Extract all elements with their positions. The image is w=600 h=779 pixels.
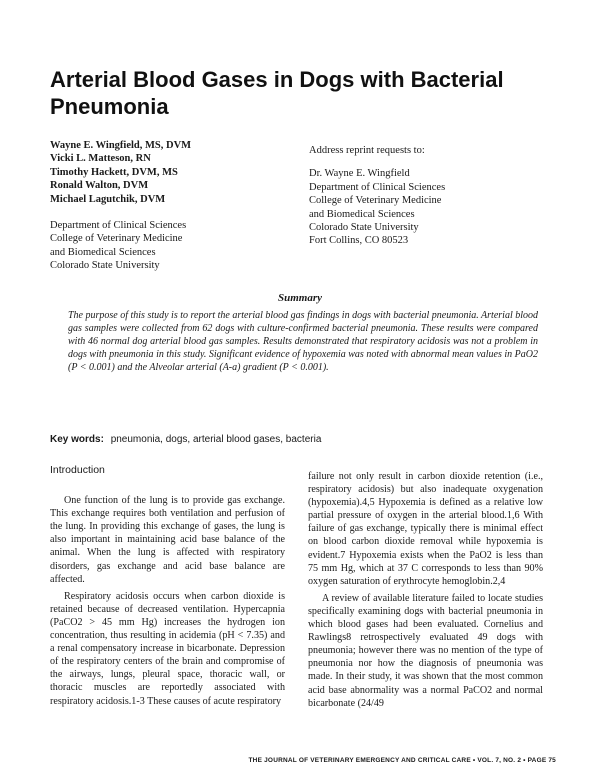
reprint-address bbox=[309, 144, 559, 248]
keywords-text: pneumonia, dogs, arterial blood gases, bacteria bbox=[110, 434, 322, 445]
body-column-left bbox=[50, 464, 285, 712]
author-name: Michael Lagutchik, DVM bbox=[50, 193, 166, 205]
reprint-title: Address reprint requests to: bbox=[309, 145, 425, 156]
affiliation-line: Colorado State University bbox=[50, 260, 160, 272]
article-title: Arterial Blood Gases in Dogs with Bacterial Pneumonia bbox=[50, 67, 504, 119]
reprint-line: and Biomedical Sciences bbox=[309, 208, 415, 220]
reprint-line: College of Veterinary Medicine bbox=[309, 195, 442, 207]
body-paragraph: One function of the lung is to provide gas exchange. This exchange requires both ventilation and perfusion of the lung. In providing this exchange of gases, the lung is also important in maintaining acid base balance of the animal. When the lung is affected with respiratory disorders, gas exchange and acid base balance are affected. bbox=[50, 495, 285, 585]
affiliation-line: College of Veterinary Medicine bbox=[50, 233, 183, 245]
author-name: Wayne E. Wingfield, MS, DVM bbox=[50, 140, 192, 151]
reprint-line: Dr. Wayne E. Wingfield bbox=[309, 168, 410, 180]
body-paragraph: failure not only result in carbon dioxide retention (i.e., respiratory acidosis) but also inadequate oxygenation (hypoxemia).4,5 Hypoxemia is defined as a relative low partial pressure of oxygen in the arterial blood.1,6 With failure of gas exchange, typically there is minimal effect on blood carbon dioxide removal while hypoxemia is evident.7 Hypoxemia exists when the PaO2 is less than 75 mm Hg, which at 37 C corresponds to less than 90% oxygen saturation of erythrocyte hemoglobin.2,4 bbox=[308, 471, 543, 587]
section-heading-introduction: Introduction bbox=[50, 464, 105, 476]
keywords bbox=[50, 434, 570, 445]
journal-footer: THE JOURNAL OF VETERINARY EMERGENCY AND CRITICAL CARE • VOL. 7, NO. 2 • PAGE 75 bbox=[248, 757, 556, 764]
reprint-line: Colorado State University bbox=[309, 222, 419, 234]
author-name: Vicki L. Matteson, RN bbox=[50, 153, 151, 165]
reprint-line: Fort Collins, CO 80523 bbox=[309, 235, 409, 247]
keywords-label: Key words: bbox=[50, 434, 104, 445]
author-name: Timothy Hackett, DVM, MS bbox=[50, 166, 178, 178]
summary-heading: Summary bbox=[277, 292, 322, 304]
summary-abstract: The purpose of this study is to report the arterial blood gas findings in dogs with bacterial pneumonia. Arterial blood gas samples were collected from 62 dogs with culture-confirmed bacterial pneumonia. These results were compared with 46 normal dog arterial blood gas samples. Results demonstrated that respiratory acidosis was not a problem in dogs with pneumonia in this study. Significant evidence of hypoxemia was noted with abnormal mean values in PaO2 (P < 0.001) and the Alveolar arterial (A-a) gradient (P < 0.001). bbox=[68, 310, 539, 373]
reprint-line: Department of Clinical Sciences bbox=[309, 181, 446, 193]
affiliation-line: and Biomedical Sciences bbox=[50, 246, 156, 258]
affiliation-line: Department of Clinical Sciences bbox=[50, 220, 187, 231]
author-list bbox=[50, 139, 280, 206]
body-paragraph: A review of available literature failed to locate studies specifically examining dogs with bacterial pneumonia in which blood gases had been evaluated. Cornelius and Rawlings8 retrospectively evaluated 49 dogs with pneumonia; however there was no mention of the type of pneumonia nor how the diagnosis of pneumonia was made. In their study, it was shown that the most common acid base abnormality was a normal PaCO2 and normal bicarbonate (24/49 bbox=[308, 592, 543, 709]
author-name: Ronald Walton, DVM bbox=[50, 180, 149, 192]
body-paragraph: Respiratory acidosis occurs when carbon dioxide is retained because of decreased ventilation. Hypercapnia (PaCO2 > 45 mm Hg) increases the hydrogen ion concentration, thus resulting in acidemia (pH < 7.35) and a renal compensatory increase in bicarbonate. Depression of the respiratory centers of the brain and compromise of the airways, lungs, pleural space, thoracic wall, or thoracic muscles are reportedly associated with respiratory acidosis.1-3 These causes of acute respiratory bbox=[50, 590, 285, 707]
body-column-right bbox=[308, 470, 543, 714]
author-affiliation bbox=[50, 219, 280, 273]
